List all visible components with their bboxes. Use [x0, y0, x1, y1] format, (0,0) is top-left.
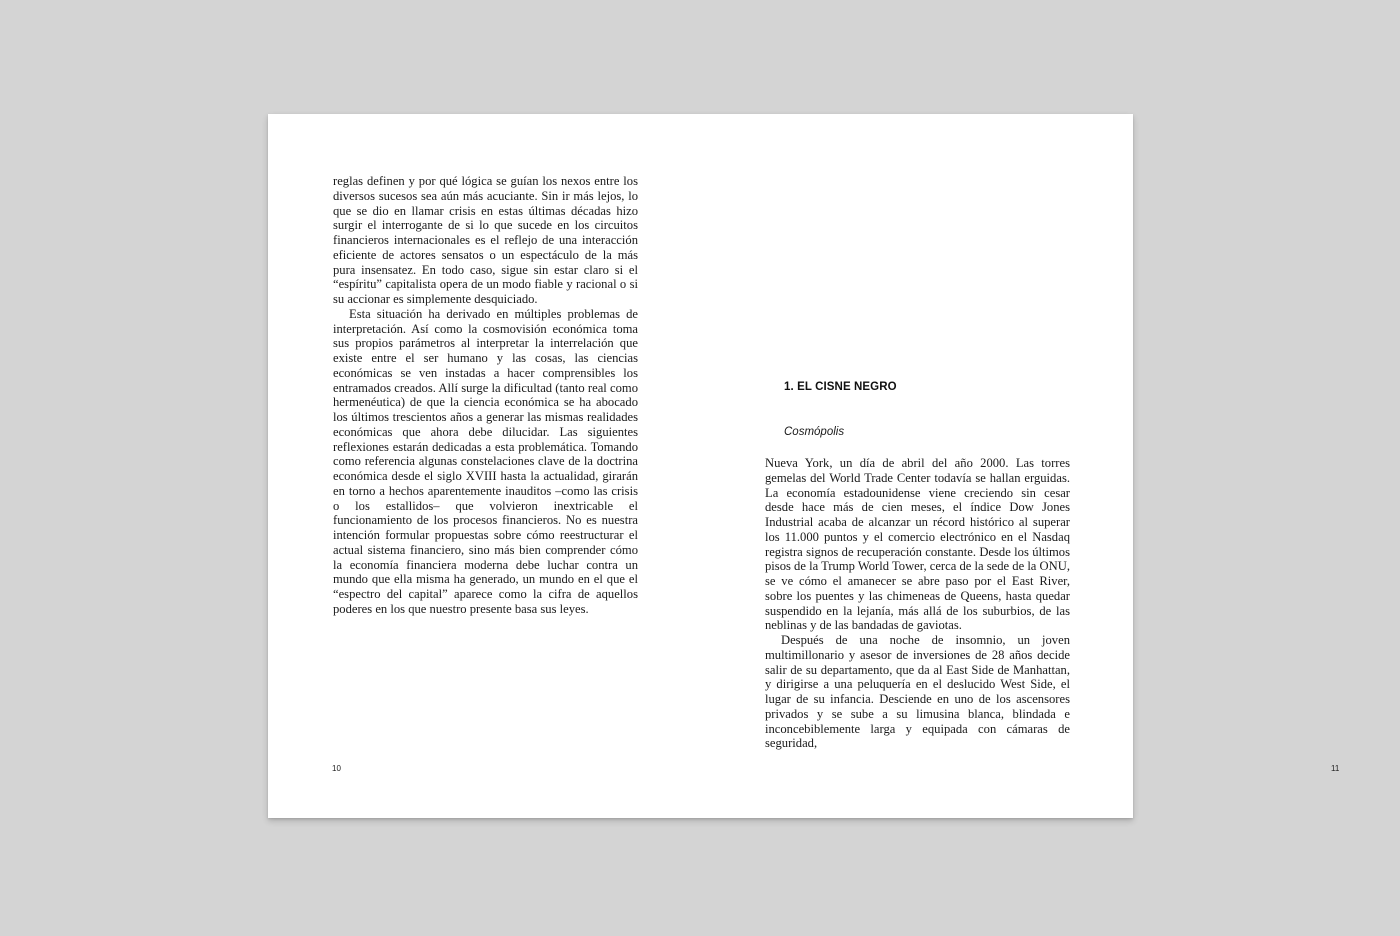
page-number: 10: [332, 764, 341, 773]
right-page-body: [765, 456, 1070, 751]
left-page: [268, 114, 700, 818]
chapter-heading: 1. EL CISNE NEGRO: [784, 381, 897, 393]
right-page: [701, 114, 1340, 818]
section-heading: Cosmópolis: [784, 426, 845, 438]
body-paragraph: reglas definen y por qué lógica se guían los nexos entre los diversos sucesos sea aún más acuciante. Sin ir más lejos, lo que se dio en llamar crisis en estas últimas décadas hizo surgir el interrogante de si lo que sucede en los circuitos financieros internacionales es el reflejo de una interacción eficiente de actores sensatos o un espectáculo de la más pura insensatez. En todo caso, sigue sin estar claro si el “espíritu” capitalista opera de un modo fiable y racional o si su accionar es simplemente desquiciado.: [333, 174, 638, 306]
page-number: 11: [1331, 764, 1340, 773]
body-paragraph: Después de una noche de insomnio, un joven multimillonario y asesor de inversiones de 28 años decide salir de su departamento, que da al East Side de Manhattan, y dirigirse a una peluquería en el deslucido West Side, el lugar de su infancia. Desciende en uno de los ascensores privados y se sube a su limusina blanca, blindada e inconcebiblemente larga y equipada con cámaras de seguridad,: [765, 633, 1070, 751]
left-page-body: [333, 174, 638, 617]
book-spread: [268, 114, 1340, 818]
body-paragraph: Nueva York, un día de abril del año 2000. Las torres gemelas del World Trade Center todavía se hallan erguidas. La economía estadounidense viene creciendo sin cesar desde hace más de cien meses, el índice Dow Jones Industrial acaba de alcanzar un récord histórico al superar los 11.000 puntos y el comercio electrónico en el Nasdaq registra signos de recuperación constante. Desde los últimos pisos de la Trump World Tower, cerca de la sede de la ONU, se ve cómo el amanecer se abre paso por el East River, sobre los puentes y las chimeneas de Queens, hasta quedar suspendido en la lejanía, más allá de los suburbios, de las neblinas y de las bandadas de gaviotas.: [765, 456, 1070, 633]
body-paragraph: Esta situación ha derivado en múltiples problemas de interpretación. Así como la cosmovisión económica toma sus propios parámetros al interpretar la interrelación que existe entre el ser humano y las cosas, las ciencias económicas se ven instadas a hacer comprensibles los entramados creados. Allí surge la dificultad (tanto real como hermenéutica) de que la ciencia económica se ha abocado los últimos trescientos años a generar las mismas realidades económicas que ahora debe dilucidar. Las siguientes reflexiones estarán dedicadas a esta problemática. Tomando como referencia algunas constelaciones clave de la doctrina económica desde el siglo XVIII hasta la actualidad, girarán en torno a hechos aparentemente inauditos –como las crisis o los estallidos– que volvieron inextricable el funcionamiento de los procesos financieros. No es nuestra intención formular propuestas sobre cómo reestructurar el actual sistema financiero, sino más bien comprender cómo la economía financiera moderna debe luchar contra un mundo que ella misma ha generado, un mundo en el que el “espectro del capital” aparece como la cifra de aquellos poderes en los que nuestro presente basa sus leyes.: [333, 306, 638, 616]
